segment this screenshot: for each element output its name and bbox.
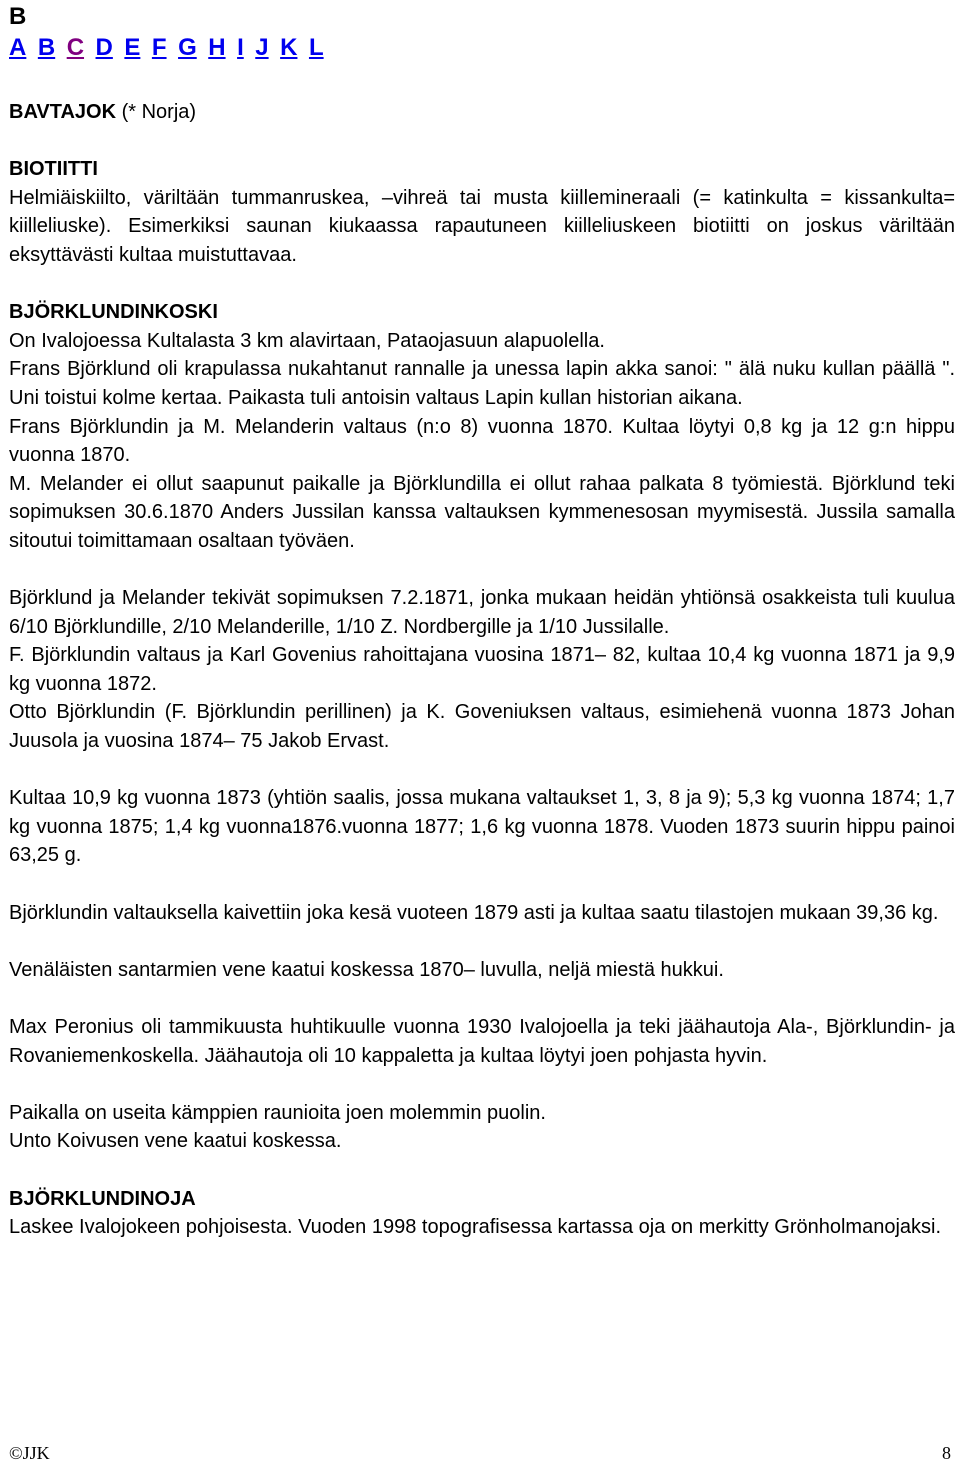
nav-link-g[interactable]: G <box>178 34 197 61</box>
document-page <box>9 0 955 1242</box>
entry-line: Otto Björklundin (F. Björklundin perillinen) ja K. Goveniuksen valtaus, esimiehenä vuonna 1873 Johan Juusola ja vuosina 1874– 75 Jakob Ervast. <box>9 701 955 753</box>
entry-bjorklundinoja <box>9 1185 955 1242</box>
nav-link-c[interactable]: C <box>66 34 85 61</box>
entry-line: Unto Koivusen vene kaatui koskessa. <box>9 1130 342 1153</box>
entry-title: BJÖRKLUNDINKOSKI <box>9 301 218 324</box>
alphabet-nav <box>9 34 955 62</box>
footer-page-number: 8 <box>942 1443 951 1463</box>
entry-line: Frans Björklund oli krapulassa nukahtanut rannalle ja unessa lapin akka sanoi: " älä nuku kullan päällä ". Uni toistui kolme kertaa. Paikasta tuli antoisin valtaus Lapin kullan historian aikana. <box>9 358 955 409</box>
nav-link-k[interactable]: K <box>280 34 298 61</box>
entry-bjorklundinkoski <box>9 298 955 1156</box>
nav-link-b[interactable]: B <box>37 34 56 61</box>
letter-heading: B <box>9 3 27 30</box>
entry-line: M. Melander ei ollut saapunut paikalle ja Björklundilla ei ollut rahaa palkata 8 työmiestä. Björklund teki sopimuksen 30.6.1870 Anders Jussilan kanssa valtauksen kymmenesosan myymisestä. Jussila samalla sitoutui toimittamaan osaltaan työväen. <box>9 472 955 552</box>
entry-paragraph-group <box>9 584 955 756</box>
entry-line: F. Björklundin valtaus ja Karl Govenius rahoittajana vuosina 1871– 82, kultaa 10,4 kg vuonna 1871 ja 9,9 kg vuonna 1872. <box>9 644 955 695</box>
nav-link-j[interactable]: J <box>255 34 269 61</box>
entry-paragraph: Venäläisten santarmien vene kaatui koskessa 1870– luvulla, neljä miestä hukkui. <box>9 958 724 981</box>
nav-link-a[interactable]: A <box>9 34 27 61</box>
entry-line: On Ivalojoessa Kultalasta 3 km alavirtaan, Pataojasuun alapuolella. <box>9 329 605 352</box>
entry-title: BAVTAJOK <box>9 101 117 123</box>
entry-paragraph: Laskee Ivalojokeen pohjoisesta. Vuoden 1998 topografisessa kartassa oja on merkitty Grönholmanojaksi. <box>9 1216 942 1239</box>
nav-link-l[interactable]: L <box>308 34 324 61</box>
nav-link-i[interactable]: I <box>237 34 244 61</box>
entry-bavtajok <box>9 98 955 127</box>
entry-line: Björklund ja Melander tekivät sopimuksen 7.2.1871, jonka mukaan heidän yhtiönsä osakkeista tuli kuulua 6/10 Björklundille, 2/10 Melanderille, 1/10 Z. Nordbergille ja 1/10 Jussilalle. <box>9 587 955 638</box>
entry-paragraph-group <box>9 1099 955 1156</box>
nav-link-h[interactable]: H <box>208 34 226 61</box>
entry-line: Paikalla on useita kämppien raunioita joen molemmin puolin. <box>9 1101 546 1124</box>
entry-paragraph: Helmiäiskiilto, väriltään tummanruskea, –vihreä tai musta kiillemineraali (= katinkulta = kissankulta= kiilleliuske). Esimerkiksi saunan kiukaassa rapautuneen kiilleliuskeen biotiitti on joskus väriltään eksyttävästi kultaa muistuttavaa. <box>9 186 955 266</box>
entry-paragraph: Max Peronius oli tammikuusta huhtikuulle vuonna 1930 Ivalojoella ja teki jäähautoja Ala-, Björklundin- ja Rovaniemenkoskella. Jäähautoja oli 10 kappaletta ja kultaa löytyi joen pohjasta hyvin. <box>9 1016 955 1067</box>
entry-paragraph: Björklundin valtauksella kaivettiin joka kesä vuoteen 1879 asti ja kultaa saatu tilastojen mukaan 39,36 kg. <box>9 901 939 924</box>
nav-link-e[interactable]: E <box>124 34 141 61</box>
entry-title: BJÖRKLUNDINOJA <box>9 1187 196 1210</box>
footer-copyright: ©JJK <box>9 1443 50 1463</box>
nav-link-d[interactable]: D <box>95 34 113 61</box>
nav-link-f[interactable]: F <box>151 34 167 61</box>
entry-title: BIOTIITTI <box>9 158 98 181</box>
entry-biotiitti <box>9 155 955 269</box>
entry-line: Frans Björklundin ja M. Melanderin valtaus (n:o 8) vuonna 1870. Kultaa löytyi 0,8 kg ja 12 g:n hippu vuonna 1870. <box>9 415 955 467</box>
entry-note: (* Norja) <box>116 101 197 123</box>
entry-paragraph: Kultaa 10,9 kg vuonna 1873 (yhtiön saalis, jossa mukana valtaukset 1, 3, 8 ja 9); 5,3 kg vuonna 1874; 1,7 kg vuonna 1875; 1,4 kg vuonna1876.vuonna 1877; 1,6 kg vuonna 1878. Vuoden 1873 suurin hippu painoi 63,25 g. <box>9 787 955 867</box>
